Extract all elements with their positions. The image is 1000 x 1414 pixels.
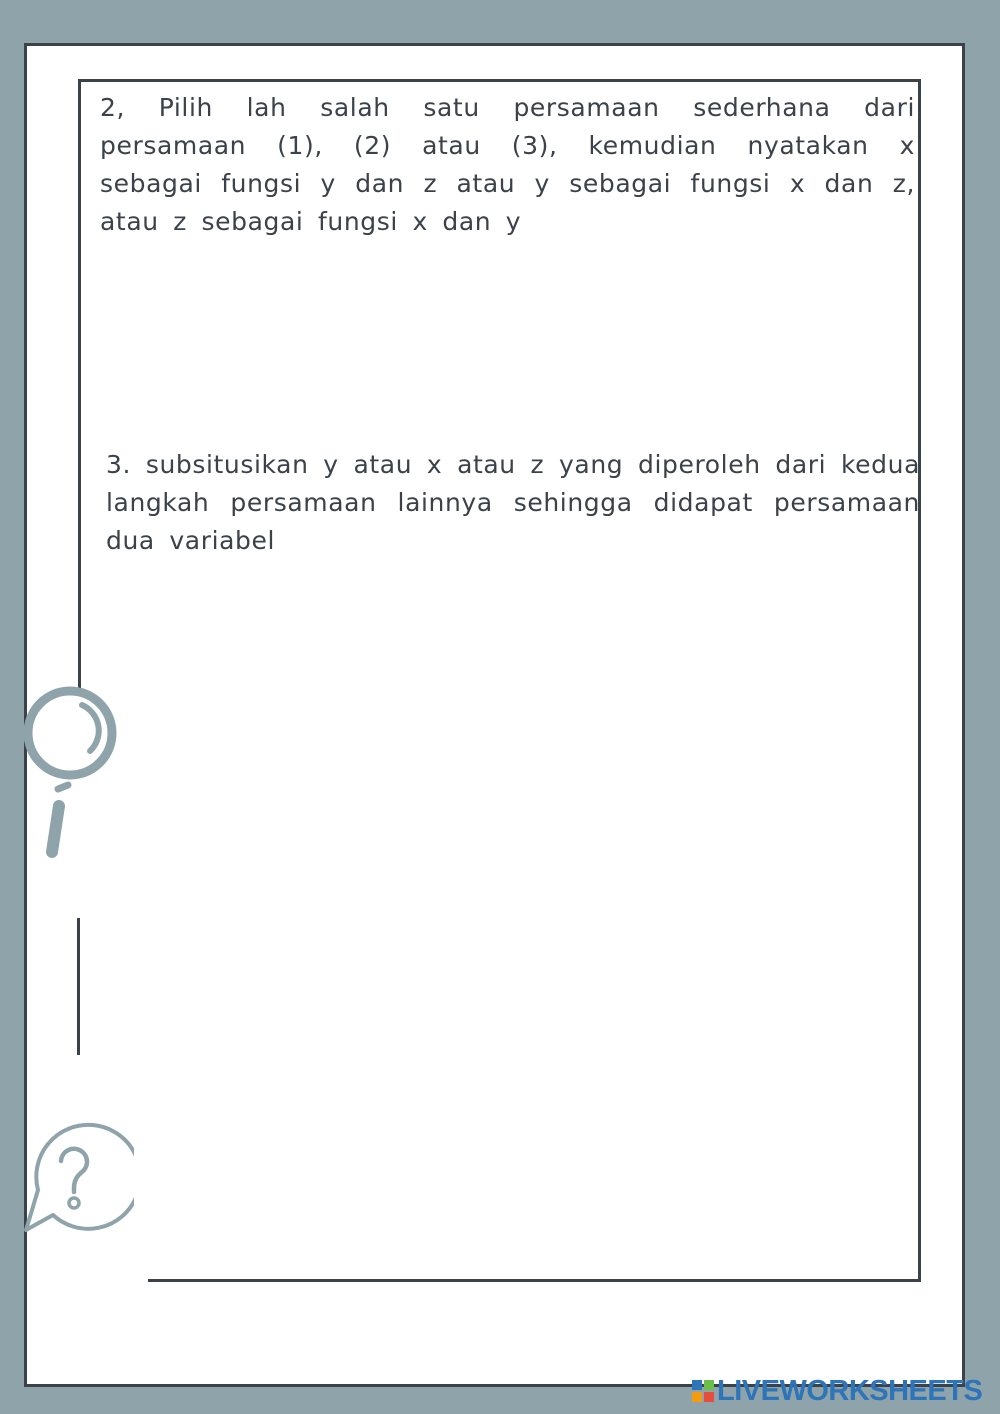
inner-frame-top (78, 79, 919, 82)
inner-frame-left-lower (77, 918, 80, 1055)
inner-frame-left-upper (78, 79, 81, 691)
liveworksheets-wordmark: LIVEWORKSHEETS (717, 1374, 983, 1407)
liveworksheets-logo-icon (692, 1380, 714, 1402)
step-3-text: 3. subsitusikan y atau x atau z yang diperoleh dari kedua langkah persamaan lainnya sehingga didapat persamaan dua variabel (106, 450, 920, 555)
inner-frame-right (918, 79, 921, 1282)
worksheet-page (24, 43, 965, 1387)
question-bubble-icon (16, 1118, 134, 1236)
magnifier-icon (20, 682, 125, 862)
liveworksheets-brand (692, 1374, 982, 1408)
inner-frame-bottom (148, 1279, 921, 1282)
step-2-text: 2, Pilih lah salah satu persamaan sederhana dari persamaan (1), (2) atau (3), kemudian nyatakan x sebagai fungsi y dan z atau y sebagai fungsi x dan z, atau z sebagai fungsi x dan y (100, 93, 915, 236)
